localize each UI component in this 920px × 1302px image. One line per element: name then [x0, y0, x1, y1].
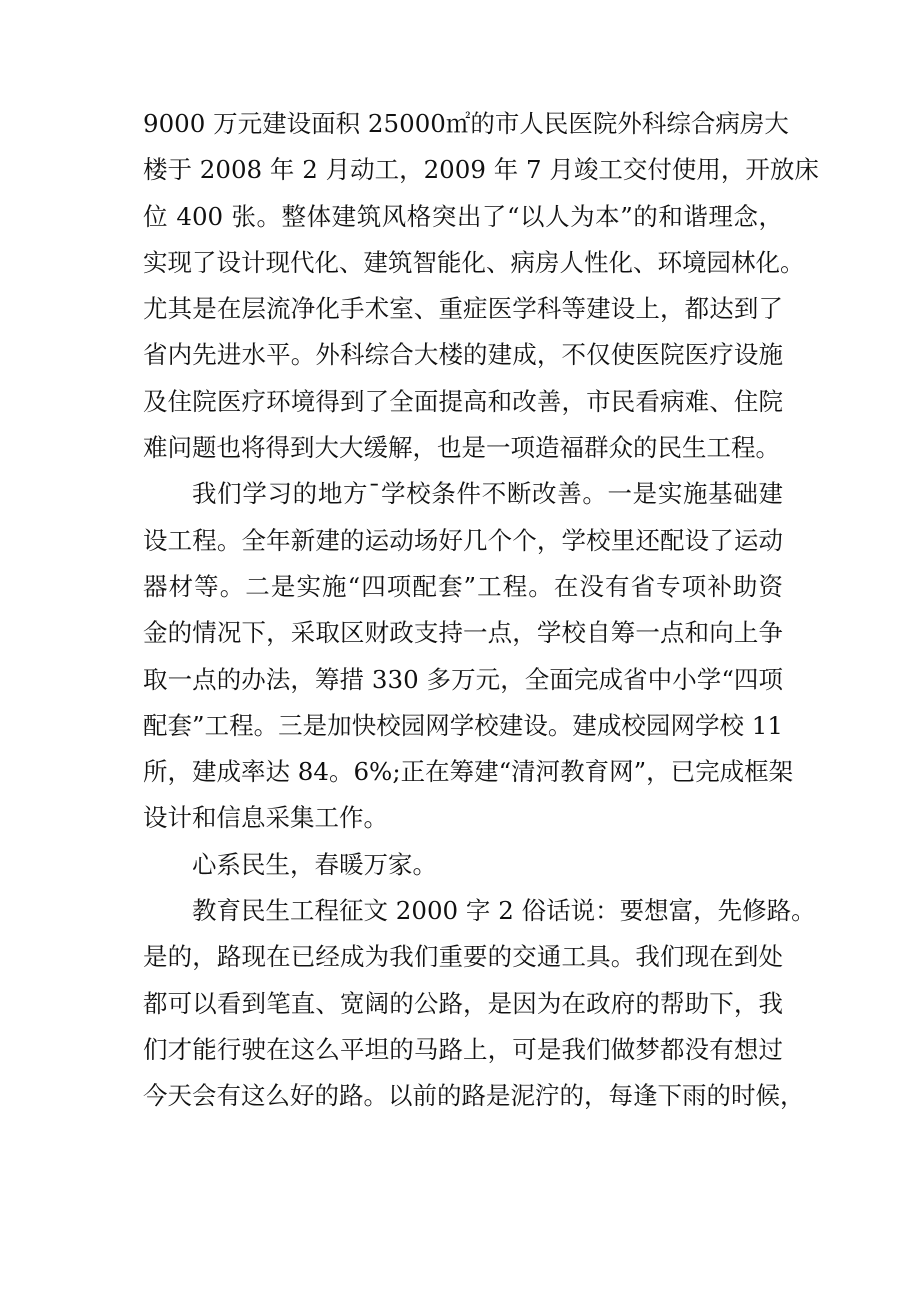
text-line: 是的，路现在已经成为我们重要的交通工具。我们现在到处 [143, 942, 783, 972]
paragraph-caring-livelihood [143, 842, 783, 888]
text-line: 难问题也将得到大大缓解，也是一项造福群众的民生工程。 [143, 433, 780, 463]
text-line: 9000 万元建设面积 25000㎡的市人民医院外科综合病房大 [143, 109, 789, 138]
text-line: 都可以看到笔直、宽阔的公路，是因为在政府的帮助下，我 [143, 988, 783, 1018]
paragraph-school-conditions [143, 471, 794, 841]
text-line: 我们学习的地方¯学校条件不断改善。一是实施基础建 [192, 479, 783, 509]
text-line: 教育民生工程征文 2000 字 2 俗话说：要想富，先修路。 [192, 896, 816, 926]
text-line: 省内先进水平。外科综合大楼的建成，不仅使医院医疗设施 [143, 340, 783, 370]
text-line: 今天会有这么好的路。以前的路是泥泞的，每逢下雨的时候， [143, 1081, 805, 1111]
document-body [143, 101, 819, 1120]
text-line: 所，建成率达 84。6%;正在筹建“清河教育网”，已完成框架 [143, 757, 794, 787]
text-line: 实现了设计现代化、建筑智能化、病房人性化、环境园林化。 [143, 247, 805, 277]
text-line: 取一点的办法，筹措 330 多万元，全面完成省中小学“四项 [143, 664, 783, 694]
paragraph-road-building [143, 888, 816, 1119]
text-line: 尤其是在层流净化手术室、重症医学科等建设上，都达到了 [143, 294, 783, 324]
text-line: 位 400 张。整体建筑风格突出了“以人为本”的和谐理念， [143, 201, 783, 231]
text-line: 们才能行驶在这么平坦的马路上，可是我们做梦都没有想过 [143, 1034, 783, 1064]
text-line: 器材等。二是实施“四项配套”工程。在没有省专项补助资 [143, 571, 783, 601]
text-line: 及住院医疗环境得到了全面提高和改善，市民看病难、住院 [143, 386, 783, 416]
paragraph-hospital-building [143, 101, 819, 471]
text-line: 设计和信息采集工作。 [143, 803, 388, 833]
text-line: 设工程。全年新建的运动场好几个个，学校里还配设了运动 [143, 525, 783, 555]
text-line: 配套”工程。三是加快校园网学校建设。建成校园网学校 11 [143, 710, 783, 740]
text-line: 心系民生，春暖万家。 [192, 849, 437, 879]
text-line: 楼于 2008 年 2 月动工，2009 年 7 月竣工交付使用，开放床 [143, 155, 819, 185]
text-line: 金的情况下，采取区财政支持一点，学校自筹一点和向上争 [143, 618, 783, 648]
